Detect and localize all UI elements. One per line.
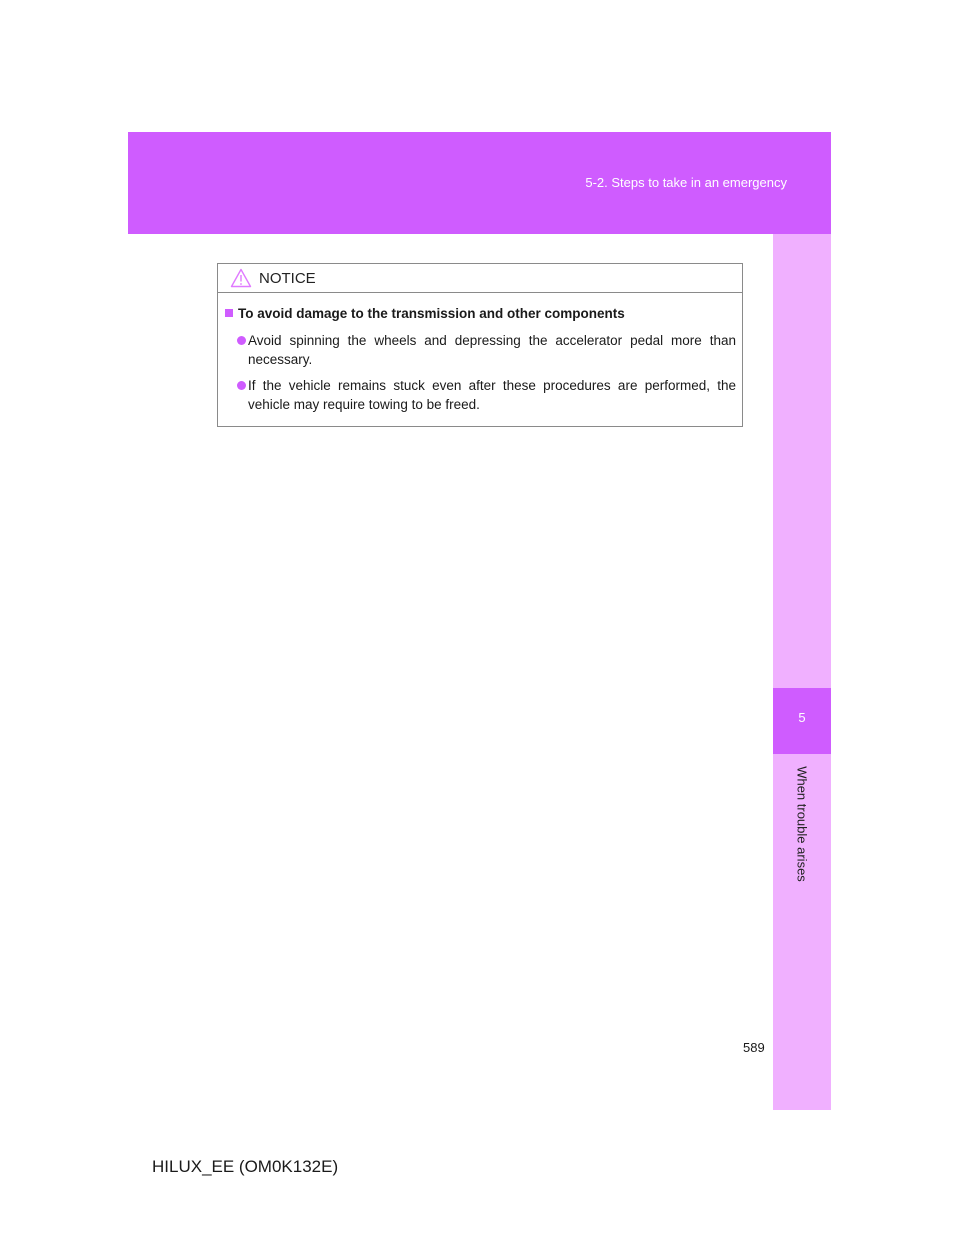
notice-heading-text: To avoid damage to the transmission and other components bbox=[238, 306, 625, 321]
section-title: 5-2. Steps to take in an emergency bbox=[585, 175, 787, 190]
chapter-number: 5 bbox=[798, 710, 806, 725]
notice-item-text: If the vehicle remains stuck even after these procedures are performed, the vehicle may require towing to be freed. bbox=[248, 378, 736, 412]
chapter-block bbox=[773, 688, 831, 754]
round-bullet-icon bbox=[237, 336, 246, 345]
notice-body bbox=[218, 293, 742, 414]
notice-title: NOTICE bbox=[259, 270, 316, 287]
chapter-label: When trouble arises bbox=[794, 766, 810, 882]
notice-item-text: Avoid spinning the wheels and depressing the accelerator pedal more than necessary. bbox=[248, 333, 736, 367]
side-tab bbox=[773, 234, 831, 1110]
notice-heading bbox=[224, 306, 736, 321]
notice-header bbox=[218, 264, 742, 293]
page-number: 589 bbox=[743, 1040, 765, 1055]
notice-box bbox=[217, 263, 743, 427]
notice-item bbox=[224, 376, 736, 414]
square-bullet-icon bbox=[225, 309, 233, 317]
document-code: HILUX_EE (OM0K132E) bbox=[152, 1157, 339, 1176]
header-band bbox=[128, 132, 831, 234]
warning-triangle-icon bbox=[230, 268, 252, 288]
notice-item bbox=[224, 331, 736, 369]
round-bullet-icon bbox=[237, 381, 246, 390]
